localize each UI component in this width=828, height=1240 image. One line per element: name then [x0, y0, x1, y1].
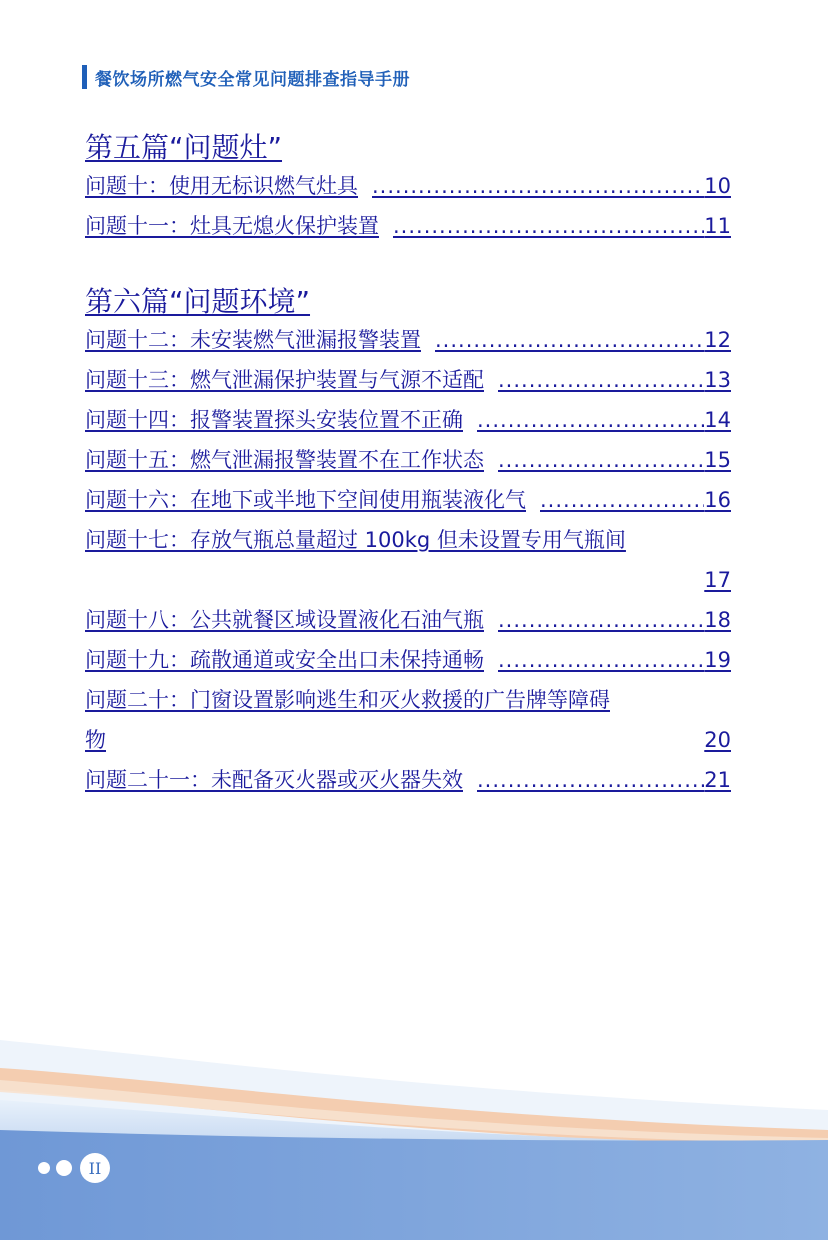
toc-page-number: 21: [704, 768, 731, 792]
toc-entry-label: 问题十六：在地下或半地下空间使用瓶装液化气: [85, 488, 526, 512]
leader-dots: [372, 166, 704, 206]
toc-entry-label: 问题十五：燃气泄漏报警装置不在工作状态: [85, 448, 484, 472]
toc-entry-label: 问题十：使用无标识燃气灶具: [85, 174, 358, 198]
toc-entry[interactable]: [85, 166, 731, 206]
table-of-contents: [85, 130, 731, 838]
page-dot-icon: [38, 1162, 50, 1174]
toc-entry-label: 问题十三：燃气泄漏保护装置与气源不适配: [85, 368, 484, 392]
toc-entry-label: 问题二十一：未配备灭火器或灭火器失效: [85, 768, 463, 792]
leader-dots: [393, 206, 704, 246]
toc-section-6: [85, 284, 731, 800]
toc-page-number: 11: [704, 214, 731, 238]
toc-entry[interactable]: [85, 520, 731, 600]
leader-dots: [498, 640, 704, 680]
toc-entry[interactable]: [85, 600, 731, 640]
toc-entry[interactable]: [85, 400, 731, 440]
toc-entry[interactable]: [85, 480, 731, 520]
toc-entry-label: 问题十四：报警装置探头安装位置不正确: [85, 408, 463, 432]
page-dot-icon: [56, 1160, 72, 1176]
toc-entry[interactable]: [85, 680, 731, 760]
header-accent-bar: [82, 65, 87, 89]
leader-dots: [435, 320, 704, 360]
section-title[interactable]: 第五篇“问题灶”: [85, 131, 283, 164]
page-number: II: [80, 1153, 110, 1183]
toc-entry-label: 问题十七：存放气瓶总量超过 100kg 但未设置专用气瓶间: [85, 528, 626, 552]
toc-entry-label-continued: 物: [85, 728, 106, 752]
footer-wave-decoration: [0, 1020, 828, 1240]
toc-entry[interactable]: [85, 320, 731, 360]
toc-entry-label: 问题十一：灶具无熄火保护装置: [85, 214, 379, 238]
toc-page-number: 12: [704, 328, 731, 352]
header-title: 餐饮场所燃气安全常见问题排查指导手册: [95, 69, 410, 90]
toc-page-number: 13: [704, 368, 731, 392]
toc-entry-label: 问题二十：门窗设置影响逃生和灭火救援的广告牌等障碍: [85, 688, 610, 712]
toc-page-number: 19: [704, 648, 731, 672]
toc-entry-label: 问题十二：未安装燃气泄漏报警装置: [85, 328, 421, 352]
toc-entry-label: 问题十九：疏散通道或安全出口未保持通畅: [85, 648, 484, 672]
toc-page-number: 14: [704, 408, 731, 432]
section-title[interactable]: 第六篇“问题环境”: [85, 285, 311, 318]
toc-entry[interactable]: [85, 206, 731, 246]
toc-page-number: 20: [704, 728, 731, 752]
toc-page-number: 15: [704, 448, 731, 472]
leader-dots: [540, 480, 704, 520]
leader-dots: [477, 400, 704, 440]
toc-entry[interactable]: [85, 760, 731, 800]
leader-dots: [498, 360, 704, 400]
toc-entry-continuation: [85, 720, 731, 760]
toc-entry[interactable]: [85, 360, 731, 400]
toc-page-number: 18: [704, 608, 731, 632]
toc-entry[interactable]: [85, 640, 731, 680]
toc-entry-label: 问题十八：公共就餐区域设置液化石油气瓶: [85, 608, 484, 632]
running-header: [82, 64, 410, 90]
toc-section-5: [85, 130, 731, 246]
leader-dots: [498, 440, 704, 480]
leader-dots: [477, 760, 704, 800]
toc-page-number: 16: [704, 488, 731, 512]
toc-entry-continuation: [85, 560, 731, 600]
page-indicator: [38, 1153, 110, 1183]
toc-page-number: 10: [704, 174, 731, 198]
toc-page-number: 17: [704, 568, 731, 592]
toc-entry[interactable]: [85, 440, 731, 480]
leader-dots: [498, 600, 704, 640]
